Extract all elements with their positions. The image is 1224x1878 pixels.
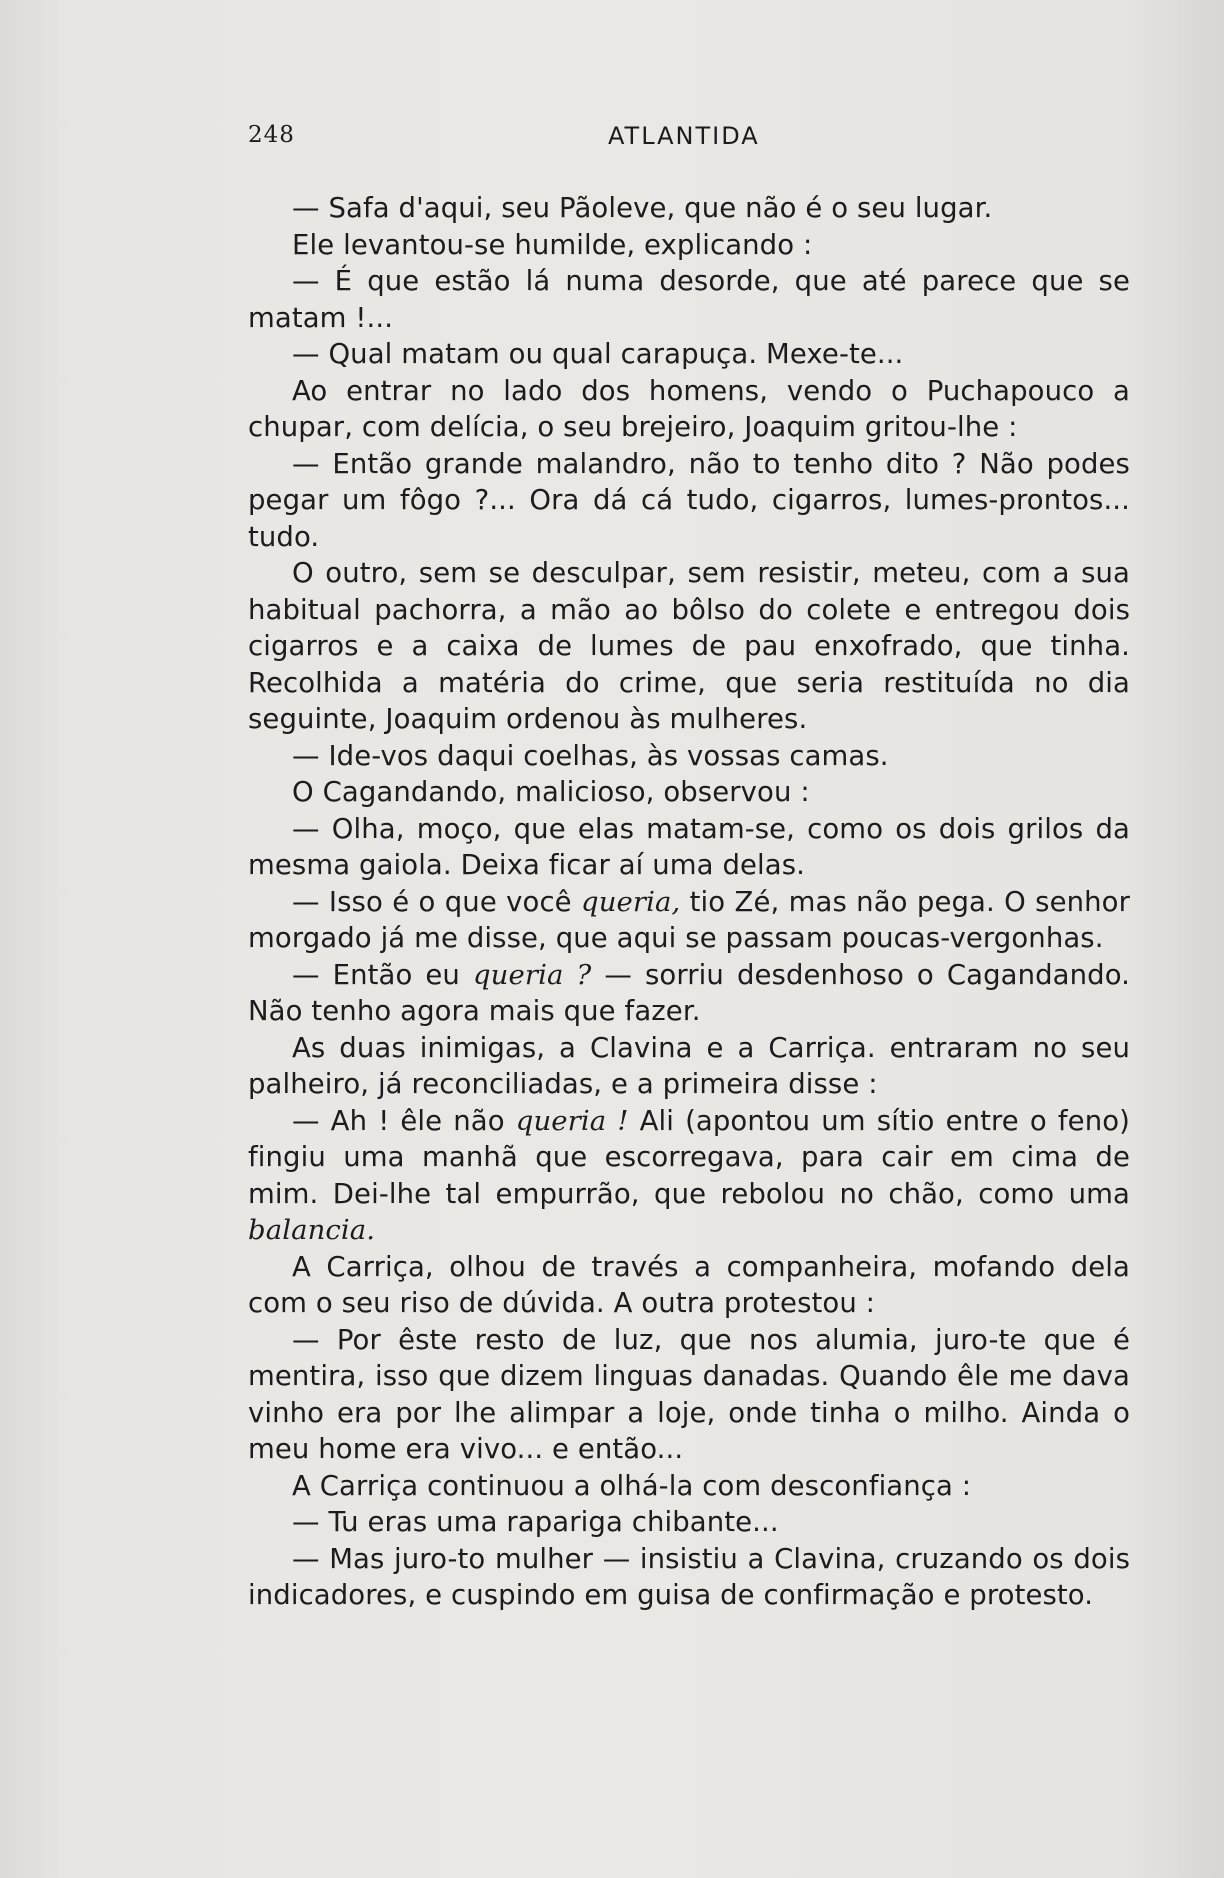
paragraph bbox=[248, 373, 1130, 446]
text-run: — Mas juro-to mulher — insistiu a Clavina, cruzando os dois indicadores, e cuspindo em guisa de confirmação e protesto. bbox=[248, 1542, 1130, 1611]
text-run: — Ah ! êle não bbox=[292, 1104, 516, 1137]
paragraph bbox=[248, 1322, 1130, 1468]
italic-text: balancia. bbox=[248, 1214, 376, 1246]
italic-text: queria, bbox=[580, 885, 681, 918]
paragraph bbox=[248, 1103, 1130, 1249]
text-run: — Safa d'aqui, seu Pãoleve, que não é o seu lugar. bbox=[292, 192, 993, 224]
italic-text: queria ? bbox=[472, 958, 592, 991]
text-run: Ele levantou-se humilde, explicando : bbox=[292, 228, 813, 261]
paragraph bbox=[248, 738, 1130, 775]
running-title: ATLANTIDA bbox=[608, 122, 760, 150]
text-run: — Então grande malandro, não to tenho dito ? Não podes pegar um fôgo ?... Ora dá cá tudo, cigarros, lumes-prontos... tudo. bbox=[248, 447, 1130, 553]
paragraph bbox=[248, 1504, 1130, 1541]
text-run: — Isso é o que você bbox=[292, 885, 581, 918]
paragraph bbox=[248, 446, 1130, 556]
text-run: — Ide-vos daqui coelhas, às vossas camas. bbox=[292, 739, 889, 772]
text-run: As duas inimigas, a Clavina e a Carriça. entraram no seu palheiro, já reconciliadas, e a primeira disse : bbox=[248, 1031, 1130, 1100]
paragraph bbox=[248, 263, 1130, 336]
text-run: A Carriça continuou a olhá-la com desconfiança : bbox=[292, 1469, 972, 1502]
page-number: 248 bbox=[248, 122, 295, 148]
paragraph bbox=[248, 190, 1130, 227]
text-run: O outro, sem se desculpar, sem resistir, meteu, com a sua habitual pachorra, a mão ao bôlso do colete e entregou dois cigarros e a caixa de lumes de pau enxofrado, que tinha. Recolhida a matéria do crime, que seria restituída no dia seguinte, Joaquim ordenou às mulheres. bbox=[248, 557, 1130, 735]
paragraph bbox=[248, 336, 1130, 373]
text-run: O Cagandando, malicioso, observou : bbox=[292, 776, 810, 808]
paragraph bbox=[248, 1249, 1130, 1322]
text-run: — sorriu desdenhoso o Cagandando. Não tenho agora mais que fazer. bbox=[248, 958, 1130, 1027]
paragraph bbox=[248, 884, 1130, 957]
page-header bbox=[248, 122, 1120, 162]
text-run: tio Zé, mas não pega. O senhor morgado já me disse, que aqui se passam poucas-vergonhas. bbox=[248, 885, 1130, 954]
text-run: — Qual matam ou qual carapuça. Mexe-te... bbox=[292, 338, 904, 370]
text-run: — Então eu bbox=[292, 958, 473, 991]
text-run: Ali (apontou um sítio entre o feno) fingiu uma manhã que escorregava, para cair em cima de mim. Dei-lhe tal empurrão, que rebolou no chão, como uma bbox=[248, 1104, 1130, 1210]
text-run: A Carriça, olhou de través a companheira, mofando dela com o seu riso de dúvida. A outra protestou : bbox=[248, 1250, 1130, 1319]
paragraph bbox=[248, 1030, 1130, 1103]
paragraph bbox=[248, 1541, 1130, 1614]
paragraph bbox=[248, 811, 1130, 884]
body-text bbox=[248, 190, 1130, 1614]
text-run: — Olha, moço, que elas matam-se, como os dois grilos da mesma gaiola. Deixa ficar aí uma delas. bbox=[248, 812, 1130, 881]
text-run: — Por êste resto de luz, que nos alumia, juro-te que é mentira, isso que dizem linguas danadas. Quando êle me dava vinho era por lhe alimpar a loje, onde tinha o milho. Ainda o meu home era vivo... e então... bbox=[248, 1323, 1130, 1465]
paragraph bbox=[248, 774, 1130, 811]
paragraph bbox=[248, 957, 1130, 1030]
text-run: Ao entrar no lado dos homens, vendo o Puchapouco a chupar, com delícia, o seu brejeiro, Joaquim gritou-lhe : bbox=[248, 374, 1130, 443]
text-run: — É que estão lá numa desorde, que até parece que se matam !... bbox=[248, 265, 1130, 334]
paragraph bbox=[248, 227, 1130, 264]
paragraph bbox=[248, 555, 1130, 738]
paragraph bbox=[248, 1468, 1130, 1505]
text-run: — Tu eras uma rapariga chibante... bbox=[292, 1506, 779, 1538]
italic-text: queria ! bbox=[515, 1104, 629, 1137]
